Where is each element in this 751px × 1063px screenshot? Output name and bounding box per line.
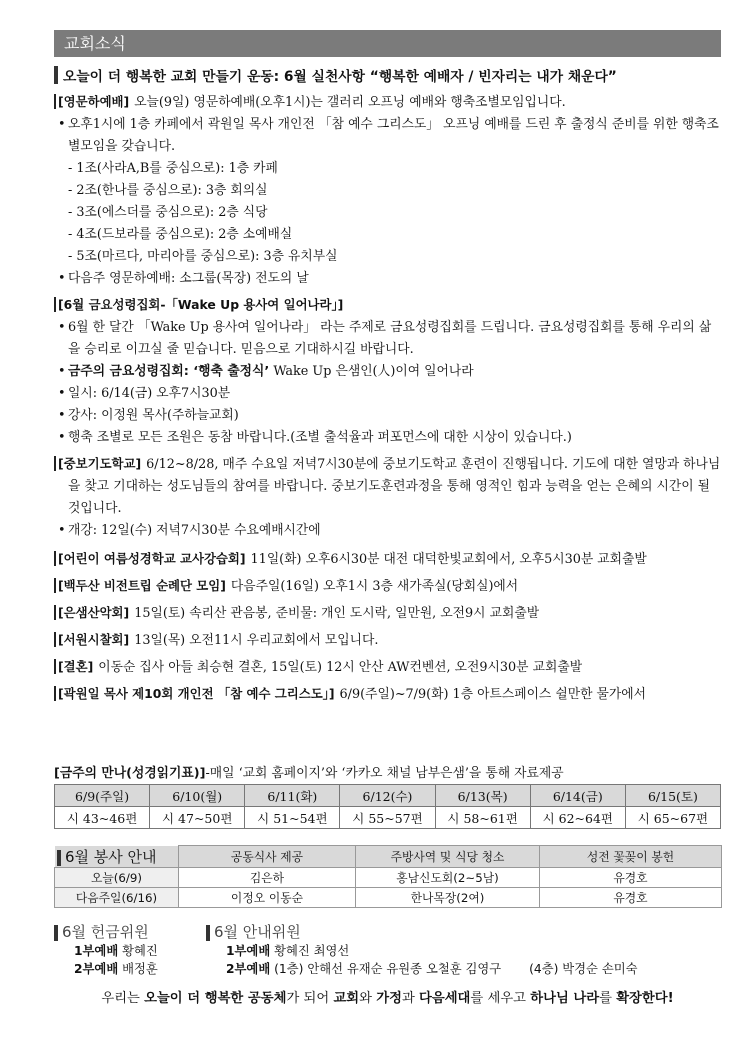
committees — [54, 922, 721, 978]
reading-days-row: 6/9(주일) 6/10(월) 6/11(화) 6/12(수) 6/13(목) 6/14(금) 6/15(토) — [55, 785, 721, 807]
headline — [54, 63, 721, 87]
bullet: • 개강: 12일(수) 저녁7시30분 수요예배시간에 — [54, 520, 721, 542]
headline-text: 오늘이 더 행복한 교회 만들기 운동: 6월 실천사항 “행복한 예배자 / 빈자리는 내가 채운다” — [63, 69, 617, 85]
service-table — [54, 845, 722, 908]
notice-tag: [영문하예배] — [54, 94, 129, 109]
reading-psalms-row: 시 43~46편 시 47~50편 시 51~54편 시 55~57편 시 58~61편 시 62~64편 시 65~67편 — [55, 807, 721, 829]
reading-title: [금주의 만나(성경읽기표)]-매일 ‘교회 홈페이지’와 ‘카카오 채널 남부은샘’을 통해 자료제공 — [54, 766, 564, 781]
notice-tag: [중보기도학교] — [54, 456, 141, 471]
bullet: • 금주의 금요성령집회: ‘행축 출정식’ Wake Up 은샘인(人)이여 일어나라 — [54, 361, 721, 383]
notice-item: [곽원일 목사 제10회 개인전 「참 예수 그리스도」] 6/9(주일)~7/9(화) 1층 아트스페이스 쉴만한 물가에서 — [54, 681, 721, 708]
service-row: 오늘(6/9) 김은하 홍남신도회(2~5남) 유경호 — [55, 868, 722, 888]
bullet: • 일시: 6/14(금) 오후7시30분 — [54, 383, 721, 405]
service-label: 6월 봉사 안내 — [55, 846, 179, 868]
notice-item: [어린이 여름성경학교 교사강습회] 11일(화) 오후6시30분 대전 대덕한빛교회에서, 오후5시30분 교회출발 — [54, 546, 721, 573]
guide-committee: 6월 안내위원 1부예배 황혜진 최영선 2부예배 (1층) 안해선 유재순 유원종 오철훈 김영구 (4층) 박경순 손미숙 — [206, 922, 637, 978]
section-banner: 교회소식 — [54, 30, 721, 57]
headline-bar — [54, 66, 58, 84]
bullet: • 강사: 이정원 목사(주하늘교회) — [54, 405, 721, 427]
short-notices — [54, 546, 721, 708]
notice-prayer-school: [중보기도학교] 6/12~8/28, 매주 수요일 저녁7시30분에 중보기도학교 훈련이 진행됩니다. 기도에 대한 열망과 하나님을 찾고 기대하는 성도님들의 참여를 바랍니다. 중보기도훈련과정을 통해 영적인 힘과 능력을 얻는 은혜의 시간이 될 것입니다. • 개강: 12일(수) 저녁7시30분 수요예배시간에 — [54, 453, 721, 542]
notice-item: [결혼] 이동순 집사 아들 최승현 결혼, 15일(토) 12시 안산 AW컨벤션, 오전9시30분 교회출발 — [54, 654, 721, 681]
notice-friday-meeting — [54, 294, 721, 449]
bulletin-page — [54, 30, 721, 1010]
group-item: - 5조(마르다, 마리아를 중심으로): 3층 유치부실 — [68, 249, 338, 264]
bullet: • 행축 조별로 모든 조원은 동참 바랍니다.(조별 출석율과 퍼포먼스에 대한 시상이 있습니다.) — [54, 427, 721, 449]
bullet: • 다음주 영문하예배: 소그룹(목장) 전도의 날 — [54, 268, 721, 290]
reading-table — [54, 784, 721, 829]
service-row: 다음주일(6/16) 이정오 이동순 한나목장(2여) 유경호 — [55, 888, 722, 908]
notice-item: [은샘산악회] 15일(토) 속리산 관음봉, 준비물: 개인 도시락, 일만원, 오전9시 교회출발 — [54, 600, 721, 627]
notice-item: [백두산 비전트립 순례단 모임] 다음주일(16일) 오후1시 3층 새가족실(당회실)에서 — [54, 573, 721, 600]
bullet: • 6월 한 달간 「Wake Up 용사여 일어나라」 라는 주제로 금요성령집회를 드립니다. 금요성령집회를 통해 우리의 삶을 승리로 이끄실 줄 믿습니다. 믿음으로 기대하시길 바랍니다. — [54, 317, 721, 361]
notice-item: [서원시찰회] 13일(목) 오전11시 우리교회에서 모입니다. — [54, 627, 721, 654]
bullet: • 오후1시에 1층 카페에서 곽원일 목사 개인전 「참 예수 그리스도」 오프닝 예배를 드린 후 출정식 준비를 위한 행축조별모임을 갖습니다. — [54, 114, 721, 158]
group-item: - 3조(에스더를 중심으로): 2층 식당 — [68, 205, 268, 220]
notice-tag: [6월 금요성령집회-「Wake Up 용사여 일어나라」] — [54, 297, 343, 312]
group-item: - 1조(사라A,B를 중심으로): 1층 카페 — [68, 161, 278, 176]
offering-committee: 6월 헌금위원 1부예배 황혜진 2부예배 배정훈 — [54, 922, 206, 978]
notice-afternoon-service: [영문하예배] 오늘(9일) 영문하예배(오후1시)는 갤러리 오프닝 예배와 행축조별모임입니다. • 오후1시에 1층 카페에서 곽원일 목사 개인전 「참 예수 그리스도」 오프닝 예배를 드린 후 출정식 준비를 위한 행축조별모임을 갖습니다. - 1조(사라A,B를 중심으로): 1층 카페 - 2조(한나를 중심으로): 3층 회의실 - 3조(에스더를 중심으로): 2층 식당 - 4조(드보라를 중심으로): 2층 소예배실 - 5조(마르다, 마리아를 중심으로): 3층 유치부실 • 다음주 영문하예배: 소그룹(목장) 전도의 날 — [54, 91, 721, 290]
service-header-row: 6월 봉사 안내 공동식사 제공 주방사역 및 식당 청소 성전 꽃꽂이 봉헌 — [55, 846, 722, 868]
group-item: - 4조(드보라를 중심으로): 2층 소예배실 — [68, 227, 293, 242]
church-motto: 우리는 오늘이 더 행복한 공동체가 되어 교회와 가정과 다음세대를 세우고 하나님 나라를 확장한다! — [101, 991, 674, 1006]
group-item: - 2조(한나를 중심으로): 3층 회의실 — [68, 183, 268, 198]
